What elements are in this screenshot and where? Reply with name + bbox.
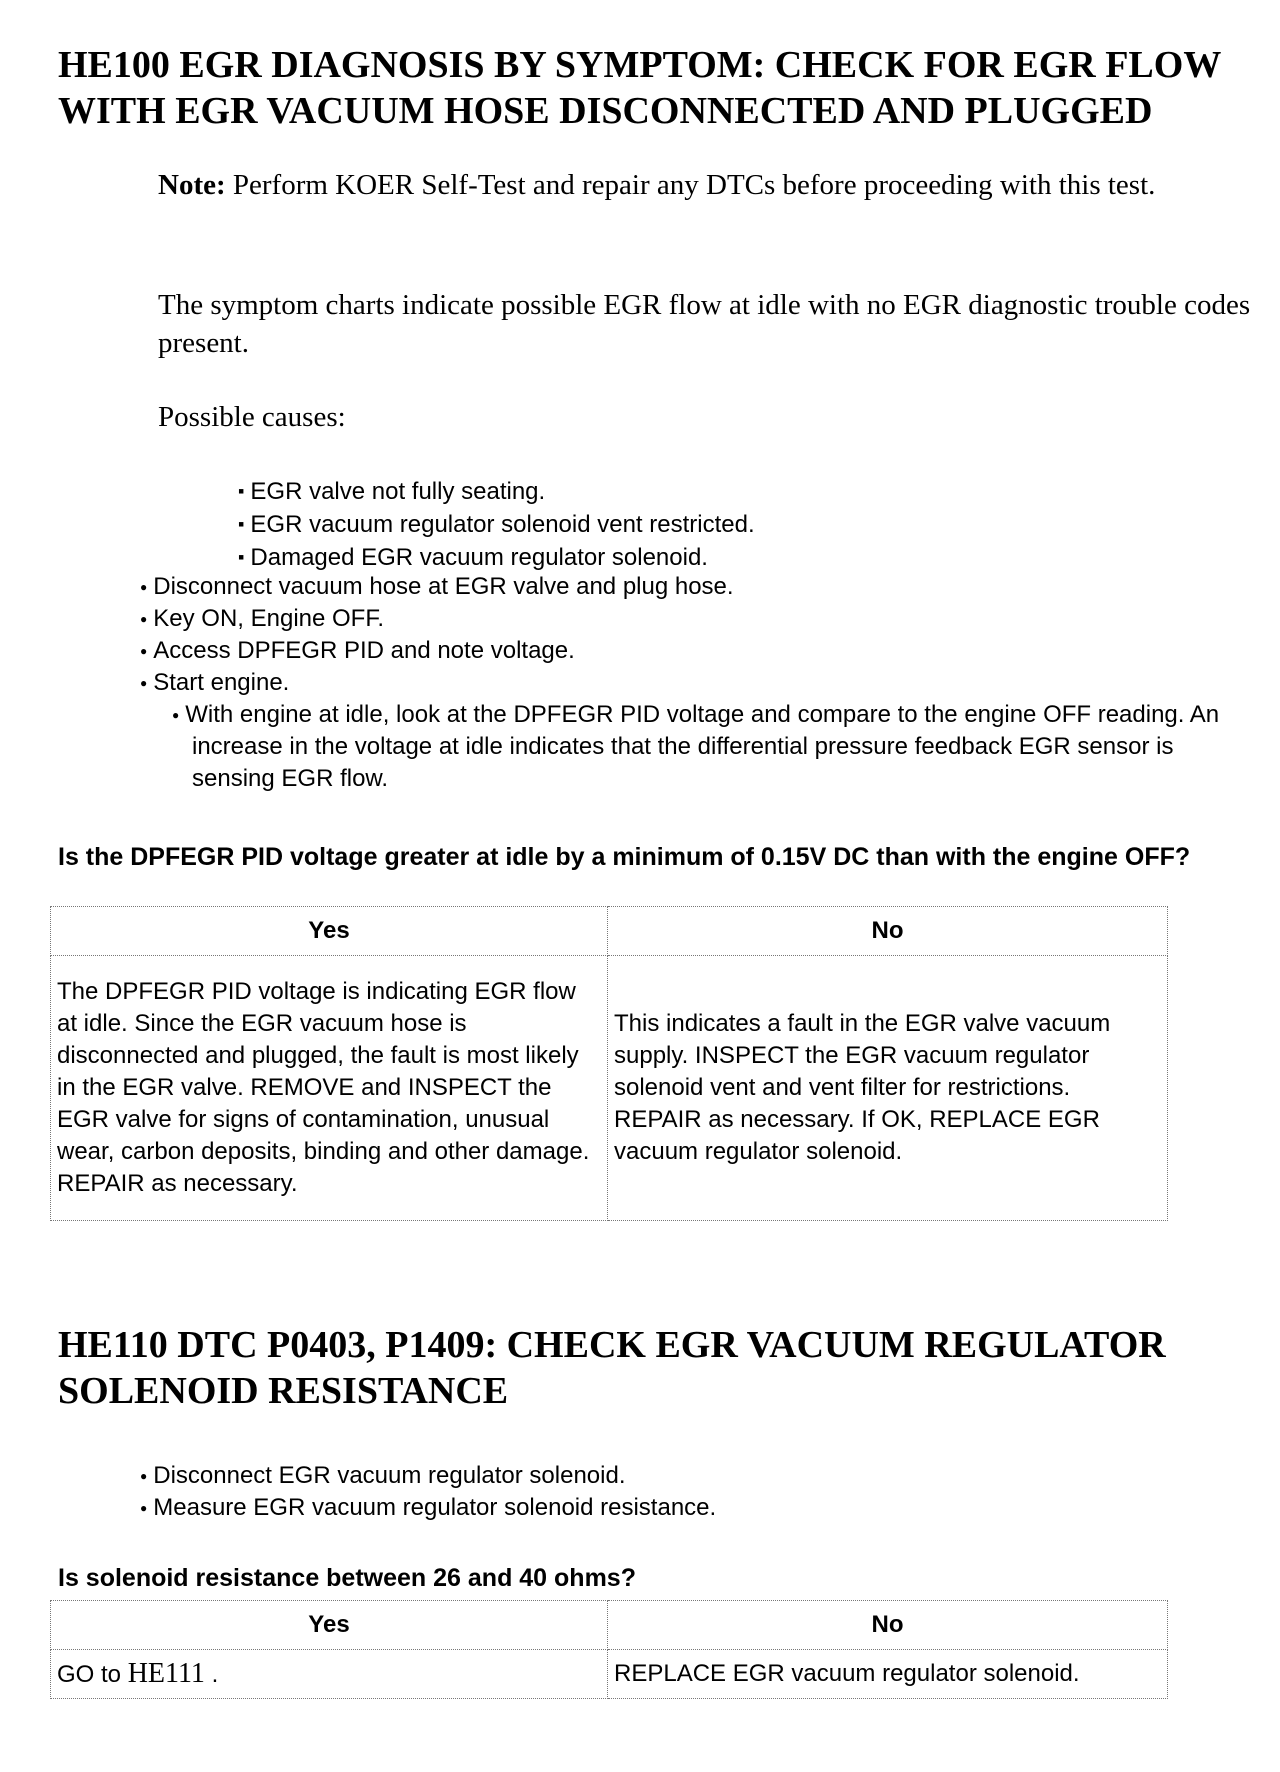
no-cell: This indicates a fault in the EGR valve vacuum supply. INSPECT the EGR vacuum regulator solenoid vent and vent filter for restrictions. REPAIR as necessary. If OK, REPLACE EGR vacuum regulator solenoid. [608, 956, 1168, 1221]
heading-line-2: WITH EGR VACUUM HOSE DISCONNECTED AND PLUGGED [58, 90, 1153, 132]
step-item: ● With engine at idle, look at the DPFEGR PID voltage and compare to the engine OFF reading. An increase in the voltage at idle indicates that the differential pressure feedback EGR sensor is sensing EGR flow. [140, 699, 1220, 795]
go-to-suffix: . [204, 1660, 219, 1688]
step-item: ● Disconnect EGR vacuum regulator solenoid. [140, 1460, 1220, 1492]
procedure-steps [140, 1460, 1220, 1524]
step-item: ● Access DPFEGR PID and note voltage. [140, 635, 1220, 667]
section-heading-he110 [58, 1322, 1258, 1414]
step-item: ● Measure EGR vacuum regulator solenoid resistance. [140, 1492, 1220, 1524]
causes-label: Possible causes: [158, 401, 346, 433]
he111-link[interactable]: HE111 [127, 1657, 205, 1689]
step-item: ● Disconnect vacuum hose at EGR valve and plug hose. [140, 571, 1220, 603]
step-item: ● Start engine. [140, 667, 1220, 699]
yes-header: Yes [51, 907, 608, 956]
yes-header: Yes [51, 1601, 608, 1650]
note-label: Note: [158, 169, 226, 201]
yes-no-table-he110 [50, 1600, 1168, 1699]
go-to-prefix: GO to [57, 1660, 128, 1688]
section-heading-he100 [58, 42, 1258, 134]
yes-cell [51, 1650, 608, 1699]
yes-cell: The DPFEGR PID voltage is indicating EGR flow at idle. Since the EGR vacuum hose is disconnected and plugged, the fault is most likely in the EGR valve. REMOVE and INSPECT the EGR valve for signs of contamination, unusual wear, carbon deposits, binding and other damage. REPAIR as necessary. [51, 956, 608, 1221]
causes-list [238, 475, 755, 574]
question-he100: Is the DPFEGR PID voltage greater at idle by a minimum of 0.15V DC than with the engine OFF? [58, 843, 1191, 871]
yes-no-table-he100 [50, 906, 1168, 1221]
heading-line-2: SOLENOID RESISTANCE [58, 1370, 509, 1412]
cause-item: ▪ Damaged EGR vacuum regulator solenoid. [238, 541, 755, 574]
procedure-steps [140, 571, 1220, 795]
no-header: No [608, 1601, 1168, 1650]
heading-line-1: HE110 DTC P0403, P1409: CHECK EGR VACUUM REGULATOR [58, 1324, 1166, 1366]
question-he110: Is solenoid resistance between 26 and 40 ohms? [58, 1564, 636, 1592]
cause-item: ▪ EGR vacuum regulator solenoid vent restricted. [238, 508, 755, 541]
intro-paragraph: The symptom charts indicate possible EGR flow at idle with no EGR diagnostic trouble codes present. [158, 289, 1251, 359]
heading-line-1: HE100 EGR DIAGNOSIS BY SYMPTOM: CHECK FOR EGR FLOW [58, 44, 1222, 86]
step-item: ● Key ON, Engine OFF. [140, 603, 1220, 635]
note-paragraph [158, 166, 1258, 204]
cause-item: ▪ EGR valve not fully seating. [238, 475, 755, 508]
no-header: No [608, 907, 1168, 956]
note-text: Perform KOER Self-Test and repair any DTCs before proceeding with this test. [225, 169, 1156, 201]
no-cell: REPLACE EGR vacuum regulator solenoid. [608, 1650, 1168, 1699]
